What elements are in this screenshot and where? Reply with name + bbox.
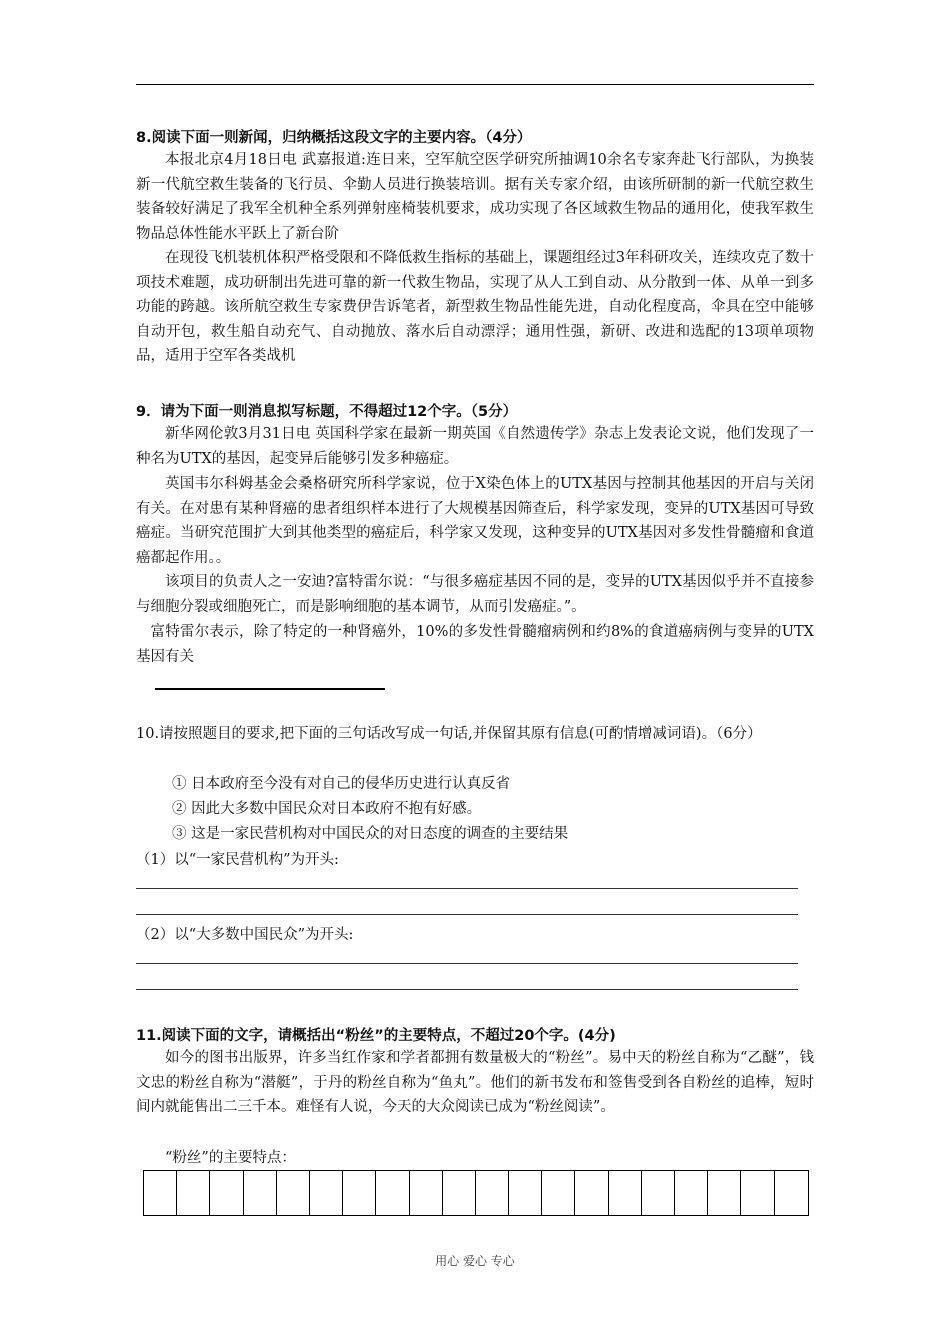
q11-paragraph: 如今的图书出版界，许多当红作家和学者都拥有数量极大的“粉丝”。易中天的粉丝自称为“乙醚”，钱文忠的粉丝自称为“潜艇”，于丹的粉丝自称为“鱼丸”。他们的新书发布和签售受到各自粉丝的追棒，短时间内就能售出二三千本。难怪有人说，今天的大众阅读已成为“粉丝阅读”。 [136, 1050, 814, 1116]
header-rule [136, 84, 814, 85]
answer-box[interactable] [376, 1171, 409, 1215]
answer-box[interactable] [343, 1171, 376, 1215]
page-footer: 用心 爱心 专心 [435, 1254, 515, 1268]
answer-box[interactable] [443, 1171, 476, 1215]
q10-answer-line-1b[interactable] [136, 914, 798, 915]
q11-answer-label: “粉丝”的主要特点： [165, 1150, 296, 1166]
answer-box[interactable] [509, 1171, 542, 1215]
q10-title: 10.请按照题目的要求,把下面的三句话改写成一句话,并保留其原有信息(可酌情增减词语)。（6分） [136, 726, 762, 742]
answer-box[interactable] [177, 1171, 210, 1215]
answer-box[interactable] [277, 1171, 310, 1215]
q10-sub-question-1: （1）以“一家民营机构”为开头: [136, 852, 339, 868]
q8-paragraph-2: 在现役飞机装机体积严格受限和不降低救生指标的基础上，课题组经过3年科研攻关，连续攻克了数十项技术难题，成功研制出先进可靠的新一代救生物品，实现了从人工到自动、从分散到一体、从单一到多功能的跨越。该所航空救生专家费伊告诉笔者，新型救生物品性能先进，自动化程度高，伞具在空中能够自动开包，救生船自动充气、自动抛放、落水后自动漂浮；通用性强，新研、改进和选配的13项单项物品，适用于空军各类战机 [136, 250, 814, 365]
answer-box[interactable] [675, 1171, 708, 1215]
q10-answer-line-1a[interactable] [136, 888, 798, 889]
answer-box[interactable] [642, 1171, 675, 1215]
answer-box[interactable] [609, 1171, 642, 1215]
answer-box[interactable] [708, 1171, 741, 1215]
q8-paragraph-1: 本报北京4月18日电 武嘉报道:连日来，空军航空医学研究所抽调10余名专家奔赴飞行部队，为换装新一代航空救生装备的飞行员、伞勤人员进行换装培训。据有关专家介绍，由该所研制的新一代航空救生装备较好满足了我军全机种全系列弹射座椅装机要求，成功实现了各区域救生物品的通用化，使我军救生物品总体性能水平跃上了新台阶 [136, 152, 814, 242]
q11-answer-grid[interactable] [143, 1170, 809, 1216]
q10-sentence-1: ① 日本政府至今没有对自己的侵华历史进行认真反省 [172, 776, 511, 792]
q10-sub-question-2: （2）以“大多数中国民众”为开头: [136, 927, 354, 943]
answer-box[interactable] [310, 1171, 343, 1215]
answer-box[interactable] [741, 1171, 774, 1215]
q10-answer-line-2b[interactable] [136, 989, 798, 990]
answer-box[interactable] [410, 1171, 443, 1215]
answer-box[interactable] [542, 1171, 575, 1215]
answer-box[interactable] [210, 1171, 243, 1215]
q8-title: 8.阅读下面一则新闻，归纳概括这段文字的主要内容。（4分） [136, 130, 532, 146]
q9-paragraph-2: 英国韦尔科姆基金会桑格研究所科学家说，位于X染色体上的UTX基因与控制其他基因的开启与关闭有关。在对患有某种肾癌的患者组织样本进行了大规模基因筛查后，科学家发现，变异的UTX基因可导致癌症。当研究范围扩大到其他类型的癌症后，科学家又发现，这种变异的UTX基因对多发性骨髓瘤和食道癌都起作用。。 [136, 476, 814, 566]
answer-box[interactable] [244, 1171, 277, 1215]
q10-sentence-3: ③ 这是一家民营机构对中国民众的对日态度的调查的主要结果 [172, 826, 569, 842]
q9-answer-line[interactable] [155, 688, 385, 690]
answer-box[interactable] [775, 1171, 808, 1215]
q9-title: 9．请为下面一则消息拟写标题，不得超过12个字。（5分） [136, 404, 518, 420]
q11-title: 11.阅读下面的文字，请概括出“粉丝”的主要特点，不超过20个字。(4分) [136, 1028, 616, 1044]
answer-box[interactable] [575, 1171, 608, 1215]
q9-paragraph-3: 该项目的负责人之一安迪?富特雷尔说：“与很多癌症基因不同的是，变异的UTX基因似乎并不直接参与细胞分裂或细胞死亡，而是影响细胞的基本调节，从而引发癌症。”。 [136, 574, 814, 615]
answer-box[interactable] [476, 1171, 509, 1215]
q10-sentence-2: ② 因此大多数中国民众对日本政府不抱有好感。 [172, 801, 482, 817]
q9-paragraph-4: 富特雷尔表示，除了特定的一种肾癌外，10%的多发性骨髓瘤病例和约8%的食道癌病例与变异的UTX基因有关 [136, 624, 814, 665]
answer-box[interactable] [144, 1171, 177, 1215]
q9-paragraph-1: 新华网伦敦3月31日电 英国科学家在最新一期英国《自然遗传学》杂志上发表论文说，他们发现了一种名为UTX的基因，起变异后能够引发多种癌症。 [136, 426, 814, 467]
q10-answer-line-2a[interactable] [136, 963, 798, 964]
